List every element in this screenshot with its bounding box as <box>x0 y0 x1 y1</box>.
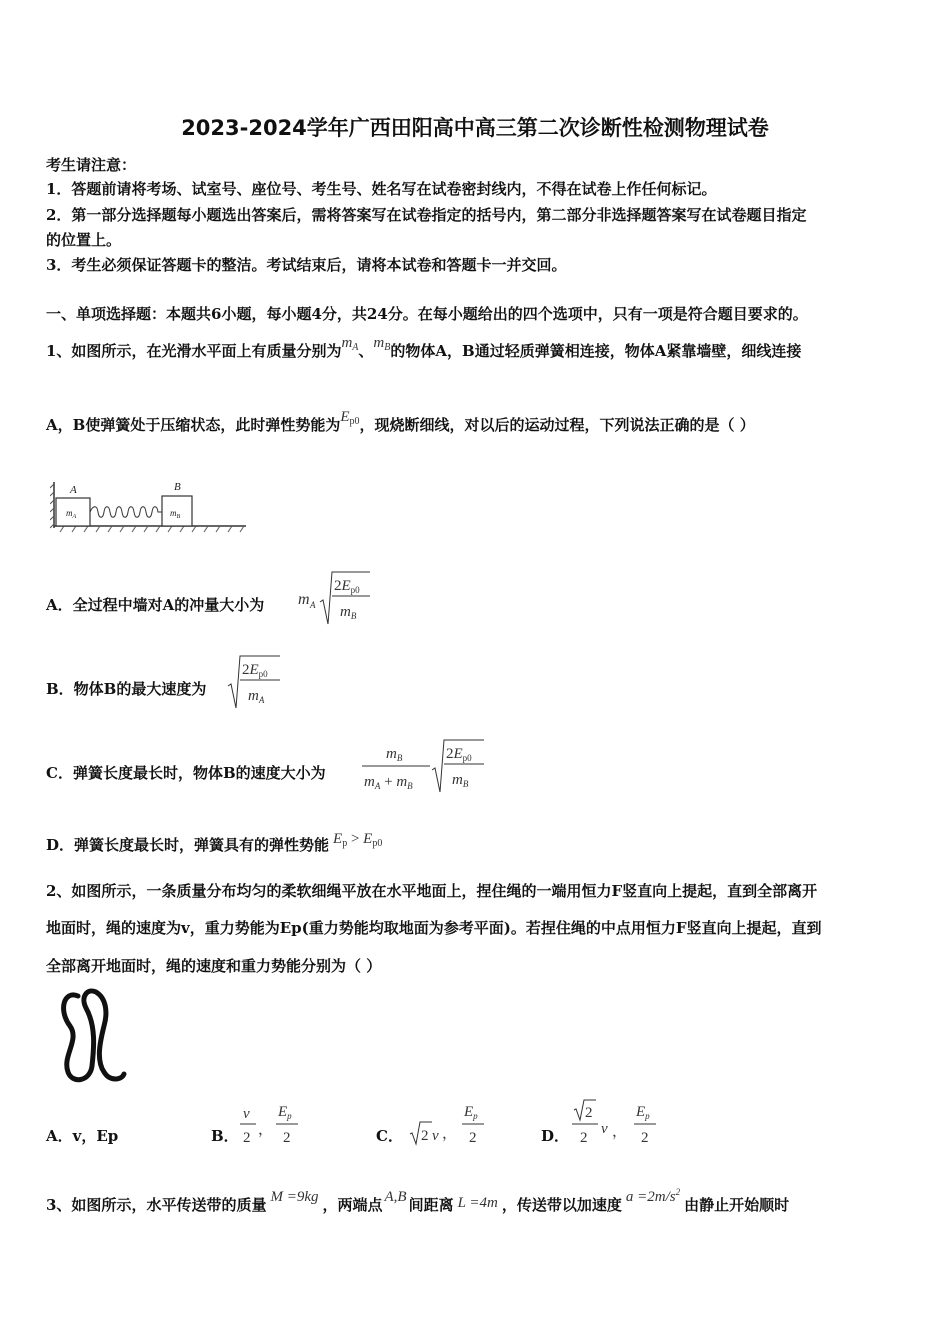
notice-item: 3．考生必须保证答题卡的整洁。考试结束后，请将本试卷和答题卡一并交回。 <box>46 256 567 274</box>
math-L: L =4m <box>457 1195 498 1211</box>
math-ep-gt-ep0: $E_p > E_{p0}$ <box>333 831 383 849</box>
spring <box>90 507 162 518</box>
svg-text:m: m <box>298 591 310 608</box>
q1-option-c[interactable] <box>46 762 326 783</box>
svg-text:2Ep0: $2E_{p0}$ <box>334 578 360 595</box>
q1-text <box>46 335 802 361</box>
q2-option-c[interactable] <box>376 1125 403 1146</box>
q1-line2-end: ，现烧断细线，对以后的运动过程，下列说法正确的是（ ） <box>359 416 755 434</box>
exam-title: 2023-2024学年广西田阳高中高三第二次诊断性检测物理试卷 <box>181 116 769 140</box>
fig-mass-b: $m_B$ <box>170 508 181 520</box>
svg-text:mB: $m_B$ <box>340 604 357 621</box>
rope-figure <box>56 986 136 1086</box>
svg-text:2Ep0: $2E_{p0}$ <box>242 662 268 679</box>
q2-option-b-formula <box>236 1100 306 1150</box>
q3-line1-end: 由静止开始顺时 <box>684 1196 790 1214</box>
svg-text:Ep: $E_p$ <box>464 1104 478 1121</box>
svg-text:，: ， <box>442 1126 458 1142</box>
svg-text:mB: $m_B$ <box>386 746 403 763</box>
svg-text:mA + mB: $m_A + m_B$ <box>364 774 413 791</box>
math-M: M =9kg <box>270 1189 319 1205</box>
q3-line1-mid3: ，传送带以加速度 <box>501 1196 622 1214</box>
q1-line1-start: 1、如图所示，在光滑水平面上有质量分别为 <box>46 342 342 360</box>
q1-option-b-label: B．物体B的最大速度为 <box>46 680 207 698</box>
q1-option-d[interactable] <box>46 831 383 855</box>
notice-item: 1．答题前请将考场、试室号、座位号、考生号、姓名写在试卷密封线内，不得在试卷上作任何标记。 <box>46 180 717 198</box>
fig-label-a: A <box>70 484 77 496</box>
section-heading: 一、单项选择题：本题共6小题，每小题4分，共24分。在每小题给出的四个选项中，只有一项是符合题目要求的。 <box>46 305 808 323</box>
q2-option-b[interactable] <box>211 1125 239 1146</box>
svg-text:，: ， <box>258 1122 274 1138</box>
svg-text:，: ， <box>612 1124 628 1140</box>
svg-text:v: v <box>243 1106 250 1122</box>
q1-text-line2 <box>46 409 755 435</box>
q2-option-a-label: A．v，Ep <box>46 1127 119 1145</box>
q2-option-d-formula <box>570 1096 670 1152</box>
q2-line: 地面时，绳的速度为v，重力势能为Ep(重力势能均取地面为参考平面)。若捏住绳的中点用恒力F竖直向上提起，直到 <box>46 919 822 937</box>
math-a: $a =2m/s^2$ <box>625 1187 681 1205</box>
svg-text:2: 2 <box>585 1105 593 1121</box>
svg-text:2: 2 <box>421 1128 429 1144</box>
q1-option-a-formula <box>296 566 376 628</box>
q1-option-c-label: C．弹簧长度最长时，物体B的速度大小为 <box>46 764 326 782</box>
svg-text:Ep: $E_p$ <box>636 1104 650 1121</box>
q1-option-b[interactable] <box>46 678 206 699</box>
notice-item: 的位置上。 <box>46 231 122 249</box>
q2-option-c-formula <box>406 1100 496 1150</box>
block-a <box>56 498 90 526</box>
math-mB: $m_B$ <box>373 335 391 353</box>
q1-spring-figure <box>50 478 250 534</box>
svg-text:2: 2 <box>243 1130 251 1146</box>
q2-option-c-label: C． <box>376 1127 403 1145</box>
q2-option-d-label: D． <box>541 1127 570 1145</box>
q1-line1-end: 的物体A，B通过轻质弹簧相连接，物体A紧靠墙壁，细线连接 <box>390 342 802 360</box>
svg-text:A: A <box>310 600 316 610</box>
math-mA: $m_A$ <box>341 335 359 353</box>
math-Ep0: $E_{p0}$ <box>340 409 360 427</box>
svg-text:2: 2 <box>469 1130 477 1146</box>
q1-option-c-formula <box>360 736 490 796</box>
math-AB: A,B <box>384 1189 407 1205</box>
q2-line: 2、如图所示，一条质量分布均匀的柔软细绳平放在水平地面上，捏住绳的一端用恒力F竖直向上提起，直到全部离开 <box>46 882 818 900</box>
block-b <box>162 496 192 526</box>
svg-text:2: 2 <box>641 1130 649 1146</box>
svg-text:mB: $m_B$ <box>452 772 469 789</box>
svg-text:2: 2 <box>580 1130 588 1146</box>
notice-item: 2．第一部分选择题每小题选出答案后，需将答案写在试卷指定的括号内，第二部分非选择题答案写在试卷题目指定 <box>46 206 807 224</box>
fig-label-b: B <box>174 481 181 493</box>
q3-line1-start: 3、如图所示，水平传送带的质量 <box>46 1196 267 1214</box>
q1-line2-start: A，B使弹簧处于压缩状态，此时弹性势能为 <box>46 416 341 434</box>
q1-option-b-formula <box>226 652 286 712</box>
q2-option-d[interactable] <box>541 1125 569 1146</box>
q1-sep: 、 <box>358 342 374 360</box>
notice-heading: 考生请注意： <box>46 156 137 174</box>
svg-text:2Ep0: $2E_{p0}$ <box>446 746 472 763</box>
svg-text:mA: $m_A$ <box>248 688 265 705</box>
svg-text:Ep: $E_p$ <box>278 1104 292 1121</box>
q2-line: 全部离开地面时，绳的速度和重力势能分别为（ ） <box>46 957 382 975</box>
q1-option-d-label: D．弹簧长度最长时，弹簧具有的弹性势能 <box>46 836 330 854</box>
q1-option-a[interactable] <box>46 594 264 615</box>
q3-text <box>46 1187 790 1215</box>
svg-text:v: v <box>601 1121 608 1137</box>
q3-line1-mid: ，两端点 <box>322 1196 383 1214</box>
q3-line1-mid2: 间距离 <box>408 1196 454 1214</box>
fig-mass-a: $m_A$ <box>66 508 77 520</box>
q2-option-a[interactable] <box>46 1125 118 1146</box>
q2-option-b-label: B． <box>211 1127 239 1145</box>
svg-text:2: 2 <box>283 1130 291 1146</box>
svg-text:v: v <box>432 1128 439 1144</box>
q1-option-a-label: A．全过程中墙对A的冲量大小为 <box>46 596 265 614</box>
